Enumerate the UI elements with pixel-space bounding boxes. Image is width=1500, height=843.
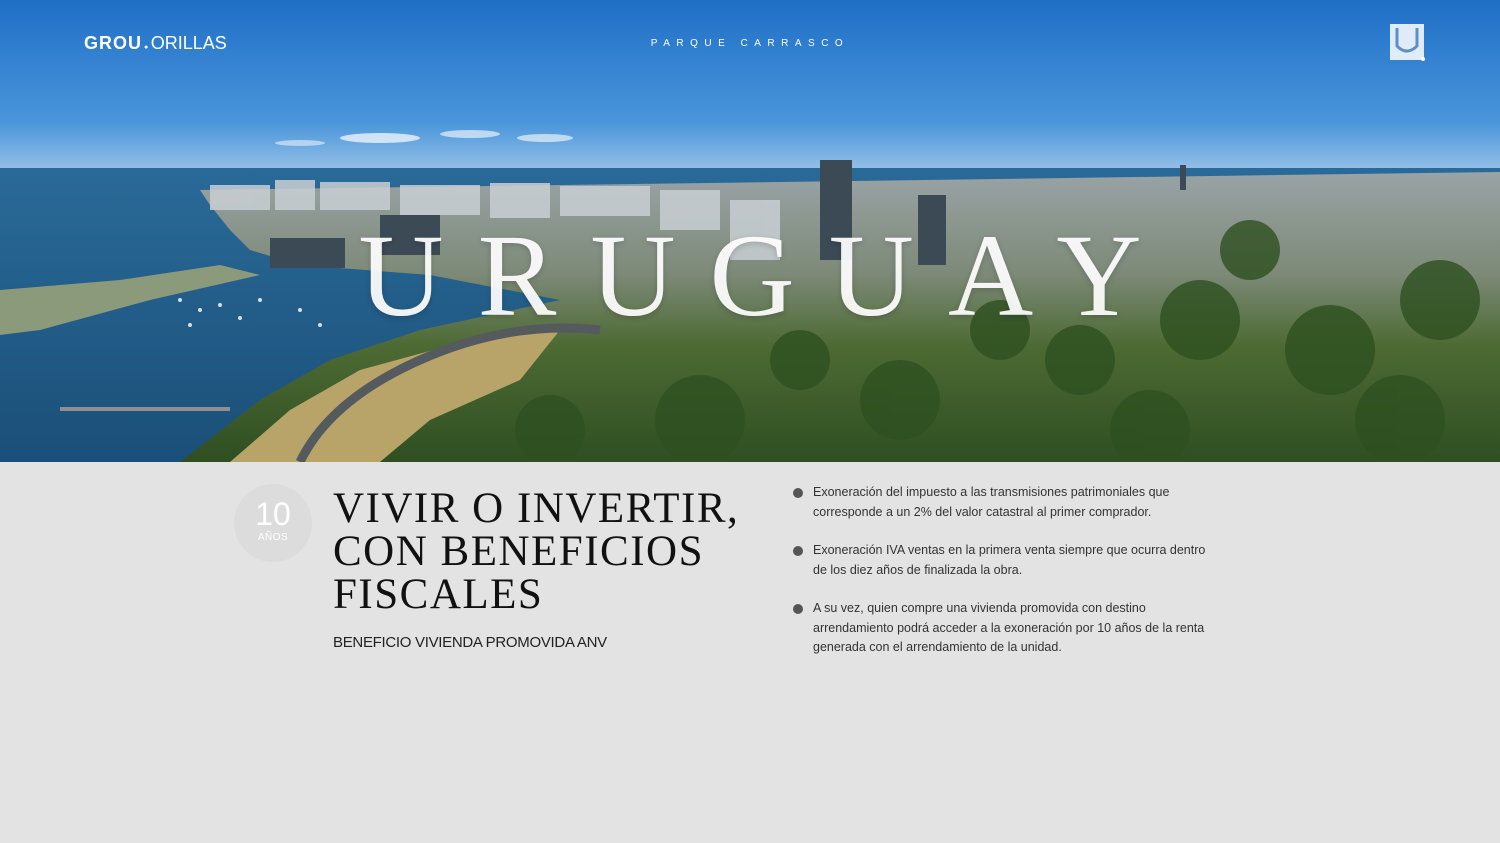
benefits-list [793, 483, 1213, 677]
benefit-text: Exoneración IVA ventas en la primera venta siempre que ocurra dentro de los diez años de finalizada la obra. [813, 543, 1206, 577]
years-number: 10 [255, 496, 291, 532]
bullet-icon [793, 488, 803, 498]
benefit-item [793, 541, 1213, 580]
subtitle: BENEFICIO VIVIENDA PROMOVIDA ANV [333, 634, 607, 651]
project-name: PARQUE CARRASCO [650, 38, 850, 49]
headline [333, 487, 773, 616]
benefit-item [793, 599, 1213, 658]
brand-separator-dot: ● [144, 44, 149, 51]
brand-subname: ORILLAS [150, 33, 227, 53]
benefit-text: Exoneración del impuesto a las transmisiones patrimoniales que corresponde a un 2% del valor catastral al primer comprador. [813, 485, 1170, 519]
bullet-icon [793, 604, 803, 614]
headline-line: VIVIR O INVERTIR, [333, 485, 740, 532]
years-badge [234, 484, 312, 562]
shield-badge-icon [1390, 24, 1426, 62]
benefit-item [793, 483, 1213, 522]
headline-line: FISCALES [333, 571, 544, 618]
years-unit: AÑOS [257, 532, 289, 543]
headline-line: CON BENEFICIOS [333, 528, 705, 575]
top-bar [0, 0, 1500, 90]
benefit-text: A su vez, quien compre una vivienda promovida con destino arrendamiento podrá acceder a la exoneración por 10 años de la renta generada con el arrendamiento de la unidad. [813, 601, 1205, 654]
hero-country-title: URUGUAY [358, 210, 1176, 341]
bullet-icon [793, 546, 803, 556]
brand-name: GROU [84, 33, 142, 53]
